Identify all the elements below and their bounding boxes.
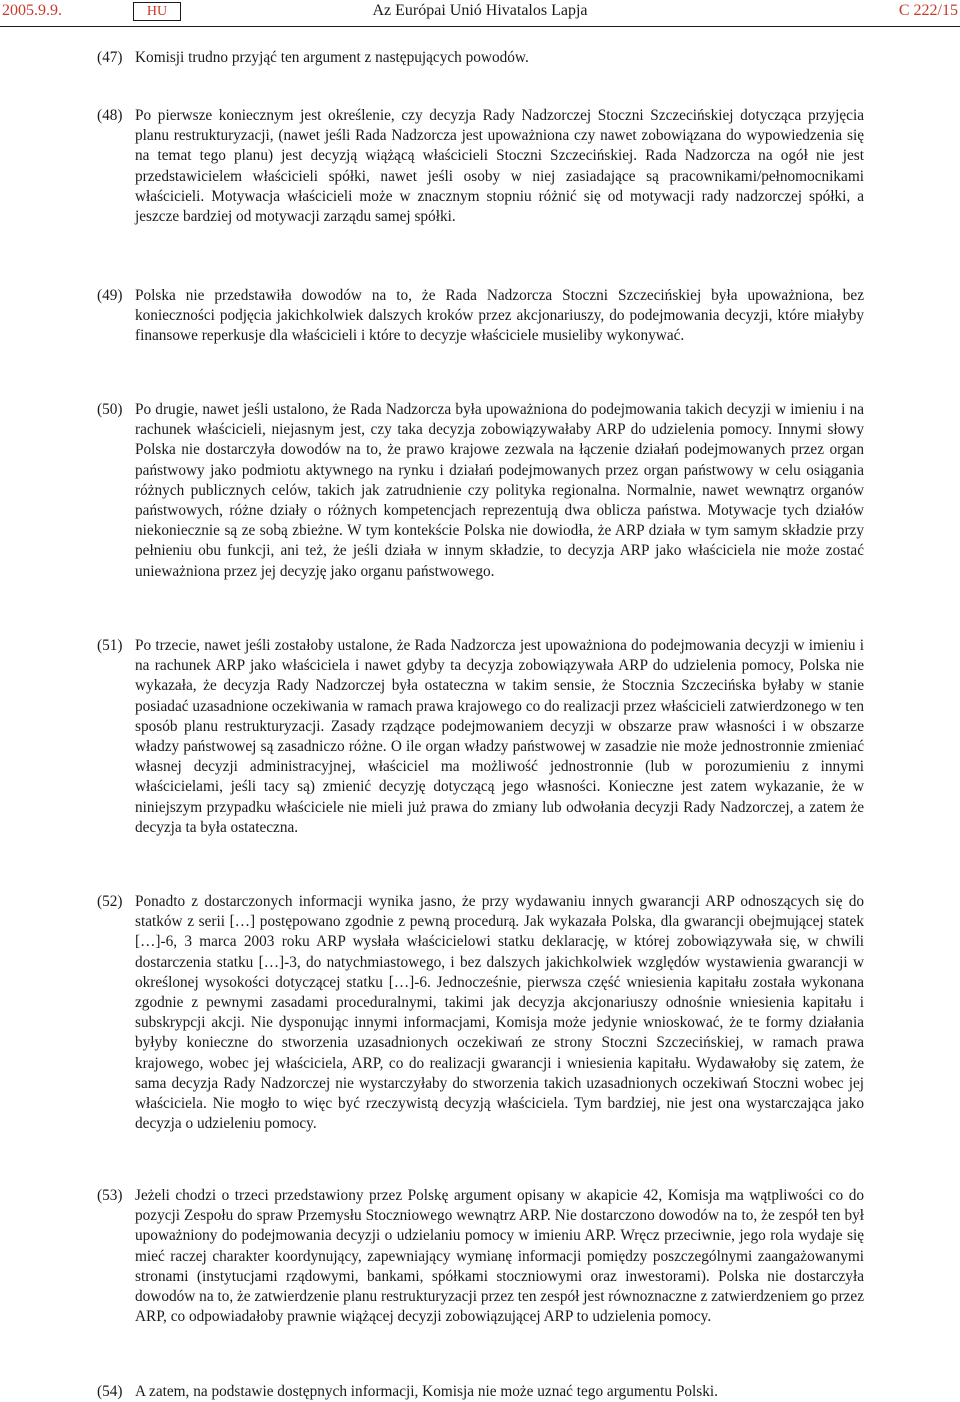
paragraph-text: Polska nie przedstawiła dowodów na to, że Rada Nadzorcza Stoczni Szczecińskiej była upoważniona, bez konieczności podjęcia jakichkolwiek dalszych kroków przez akcjonariuszy, do podejmowania decyzji, które miałyby finansowe reperkusje dla właścicieli i które to decyzje właściciele musieliby wykonywać. bbox=[135, 287, 864, 345]
paragraph-51 bbox=[97, 636, 864, 838]
paragraph-50 bbox=[97, 400, 864, 582]
page-reference: C 222/15 bbox=[898, 2, 958, 19]
paragraph-text: A zatem, na podstawie dostępnych informacji, Komisja nie może uznać tego argumentu Polski. bbox=[135, 1383, 718, 1400]
paragraph-47 bbox=[97, 48, 864, 68]
publication-date: 2005.9.9. bbox=[2, 2, 62, 19]
paragraph-54 bbox=[97, 1382, 864, 1402]
paragraph-53 bbox=[97, 1186, 864, 1327]
paragraph-text: Po pierwsze koniecznym jest określenie, czy decyzja Rady Nadzorczej Stoczni Szczecińskiej dotycząca przyjęcia planu restrukturyzacji, (nawet jeśli Rada Nadzorcza jest upoważniona czy nawet zobowiązana do wypowiedzenia się na temat tego planu) jest decyzją wiążącą właścicieli Stoczni Szczecińskiej. Rada Nadzorcza na ogół nie jest przedstawicielem właścicieli spółki, nawet jeśli osoby w niej zasiadające są pracownikami/pełnomocnikami właścicieli. Motywacja właścicieli może w znacznym stopniu różnić się od motywacji rady nadzorczej spółki, a jeszcze bardziej od motywacji zarządu samej spółki. bbox=[135, 107, 864, 226]
paragraph-number: (47) bbox=[97, 49, 123, 66]
paragraph-number: (50) bbox=[97, 401, 123, 418]
journal-title: Az Európai Unió Hivatalos Lapja bbox=[372, 2, 588, 19]
paragraph-number: (53) bbox=[97, 1187, 123, 1204]
paragraph-number: (51) bbox=[97, 637, 123, 654]
paragraph-text: Po drugie, nawet jeśli ustalono, że Rada Nadzorcza była upoważniona do podejmowania takich decyzji w imieniu i na rachunek właścicieli, niejasnym jest, czy taka decyzja zobowiązywałaby ARP do udzielenia pomocy. Innymi słowy Polska nie dostarczyła dowodów na to, że prawo krajowe zezwala na łączenie działań podejmowanych przez organ państwowy jako podmiotu aktywnego na rynku i działań podejmowanych przez organ państwowy w celu osiągania różnych publicznych celów, takich jak zatrudnienie czy polityka regionalna. Normalnie, nawet wewnątrz organów państwowych, różne działy o różnych kompetencjach reprezentują dwa oblicza państwa. Motywacje tych działów niekoniecznie są ze sobą zbieżne. W tym kontekście Polska nie dowiodła, że ARP działa w tym samym składzie przy pełnieniu obu funkcji, ani też, że jeśli działa w innym składzie, to decyzja ARP jako właściciela nie może zostać unieważniona przez jej decyzję jako organu państwowego. bbox=[135, 401, 864, 580]
paragraph-number: (49) bbox=[97, 287, 123, 304]
paragraph-text: Komisji trudno przyjąć ten argument z następujących powodów. bbox=[135, 49, 529, 66]
paragraph-text: Jeżeli chodzi o trzeci przedstawiony przez Polskę argument opisany w akapicie 42, Komisja ma wątpliwości co do pozycji Zespołu do spraw Przemysłu Stoczniowego wewnątrz ARP. Nie dostarczono dowodów na to, że zespół ten był upoważniony do podejmowania decyzji o udzielaniu pomocy w imieniu ARP. Wręcz przeciwnie, jego rola wydaje się mieć raczej charakter koordynujący, zapewniający wymianę informacji pomiędzy poszczególnymi zaangażowanymi stronami (instytucjami rządowymi, bankami, spółkami stoczniowymi oraz inwestorami). Polska nie dostarczyła dowodów na to, że zatwierdzenie planu restrukturyzacji przez ten zespół jest równoznaczne z zatwierdzeniem go przez ARP, co odpowiadałoby prawnie wiążącej decyzji zobowiązującej ARP to udzielenia pomocy. bbox=[135, 1187, 864, 1326]
paragraph-text: Ponadto z dostarczonych informacji wynika jasno, że przy wydawaniu innych gwarancji ARP odnoszących się do statków z serii […] postępowano zgodnie z pewną procedurą. Jak wykazała Polska, dla gwarancji obejmującej statek […]-6, 3 marca 2003 roku ARP wysłała właścicielowi statku deklarację, w której zobowiązywała się, w chwili dostarczenia statku […]-3, do natychmiastowego, i bez dalszych jakichkolwiek względów wystawienia gwarancji w określonej wysokości dotyczącej statku […]-6. Jednocześnie, pierwsza część wniesienia kapitału została wykonana zgodnie z pewnymi zasadami proceduralnymi, takimi jak decyzja akcjonariuszy odnośnie wniesienia kapitału i subskrypcji akcji. Nie dysponując innymi informacjami, Komisja może jedynie wnioskować, że te formy działania byłyby konieczne do stworzenia uzasadnionych oczekiwań ze strony Stoczni Szczecińskiej, w ramach prawa krajowego, wobec jej właściciela, ARP, co do realizacji gwarancji i wniesienia kapitału. Wydawałoby się zatem, że sama decyzja Rady Nadzorczej nie wystarczyłaby do stworzenia takich uzasadnionych oczekiwań Stoczni wobec jej właściciela. Nie mogło to więc być rzeczywistą decyzją właściciela. Tym bardziej, nie jest ona wystarczająca jako decyzja o udzieleniu pomocy. bbox=[135, 893, 864, 1133]
paragraph-text: Po trzecie, nawet jeśli zostałoby ustalone, że Rada Nadzorcza jest upoważniona do podejmowania decyzji w imieniu i na rachunek ARP jako właściciela i nawet gdyby ta decyzja zobowiązywała ARP do udzielenia pomocy, Polska nie wykazała, że decyzja Rady Nadzorczej była ostateczna w takim sensie, że Stocznia Szczecińska byłaby w stanie posiadać uzasadnione oczekiwania w ramach prawa krajowego co do realizacji przez właścicieli zatwierdzonego w ten sposób planu restrukturyzacji. Zasady rządzące podejmowaniem decyzji w obszarze praw własności i w obszarze władzy państwowej są zasadniczo różne. O ile organ władzy państwowej w zasadzie nie może jednostronnie zmieniać własnej decyzji administracyjnej, właściciel ma możliwość jednostronnie (lub w porozumieniu z innymi właścicielami, jeśli tacy są) zmienić decyzję dotyczącą jego własności. Konieczne jest zatem wykazanie, że w niniejszym przypadku właściciele nie mieli już prawa do zmiany lub odwołania decyzji Rady Nadzorczej, a zatem że decyzja ta była ostateczna. bbox=[135, 637, 864, 836]
paragraph-number: (48) bbox=[97, 107, 123, 124]
paragraph-49 bbox=[97, 286, 864, 347]
paragraph-number: (52) bbox=[97, 893, 123, 910]
paragraph-52 bbox=[97, 892, 864, 1134]
paragraph-number: (54) bbox=[97, 1383, 123, 1400]
language-code-box: HU bbox=[133, 2, 181, 21]
paragraph-48 bbox=[97, 106, 864, 227]
page-header bbox=[0, 0, 960, 27]
